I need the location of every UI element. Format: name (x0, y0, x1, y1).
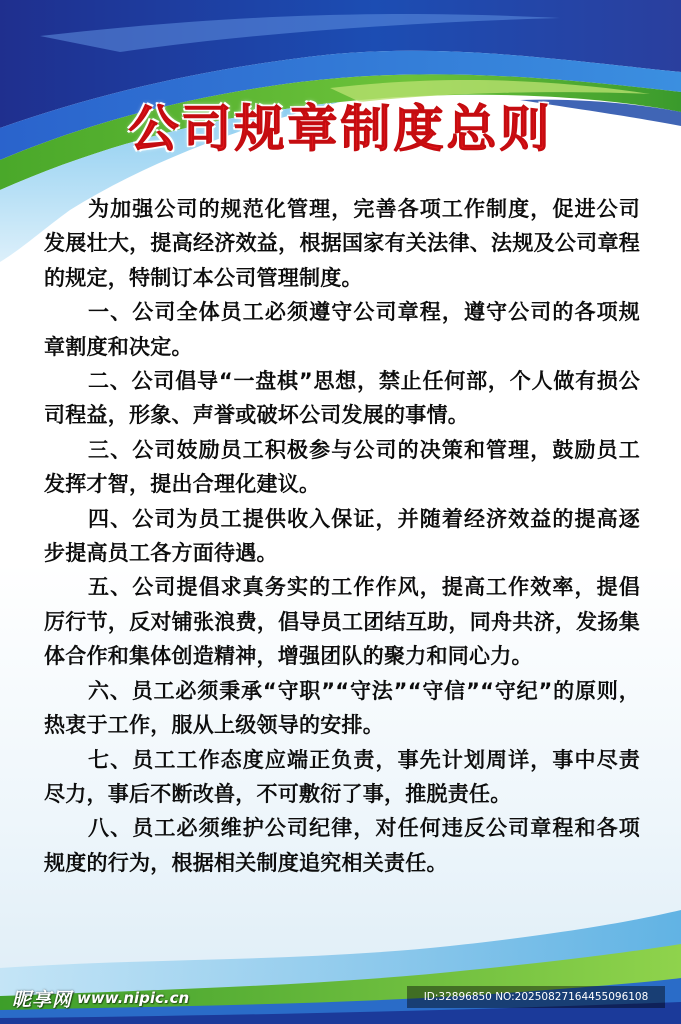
rule-2-paragraph: 二、公司倡导“一盘棋”思想，禁止任何部，个人做有损公司程益，形象、声誉或破坏公司发展的事情。 (44, 369, 640, 428)
rule-8-paragraph: 八、员工必须维护公司纪律，对任何违反公司章程和各项规度的行为，根据相关制度追究相关责任。 (44, 816, 640, 875)
poster-title: 公司规章制度总则 (128, 100, 553, 158)
watermark-logo (12, 985, 189, 1011)
rule-6-paragraph: 六、员工必须秉承“守职”“守法”“守信”“守纪”的原则，热衷于工作，服从上级领导的安排。 (44, 678, 640, 738)
rule-1-paragraph: 一、公司全体员工必须遵守公司章程，遵守公司的各项规章割度和决定。 (44, 300, 640, 359)
rule-5-paragraph: 五、公司提倡求真务实的工作作风，提高工作效率，提倡厉行节，反对铺张浪费，倡导员工团结互助，同舟共济，发扬集体合作和集体创造精神，增强团队的聚力和同心力。 (44, 575, 640, 669)
rules-body (44, 192, 640, 880)
rules-intro-paragraph: 为加强公司的规范化管理，完善各项工作制度，促进公司发展壮大，提高经济效益，根据国家有关法律、法规及公司章程的规定，特制订本公司管理制度。 (44, 197, 640, 290)
watermark-logo-url: www.nipic.cn (77, 989, 190, 1007)
watermark-logo-text: 昵享网 (12, 988, 73, 1011)
rule-3-paragraph: 三、公司妓励员工积极参与公司的决策和管理，鼓励员工发挥才智，提出合理化建议。 (44, 437, 640, 497)
rule-7-paragraph: 七、员工工作态度应端正负责，事先计划周详，事中尽责尽力，事后不断改兽，不可敷衍了事，推脱责任。 (44, 747, 640, 806)
watermark-id-label: ID:32896850 NO:20250827164455096108 (407, 986, 665, 1008)
rule-4-paragraph: 四、公司为员工提供收入保证，并随着经济效益的提高逐步提高员工各方面待遇。 (44, 506, 640, 566)
